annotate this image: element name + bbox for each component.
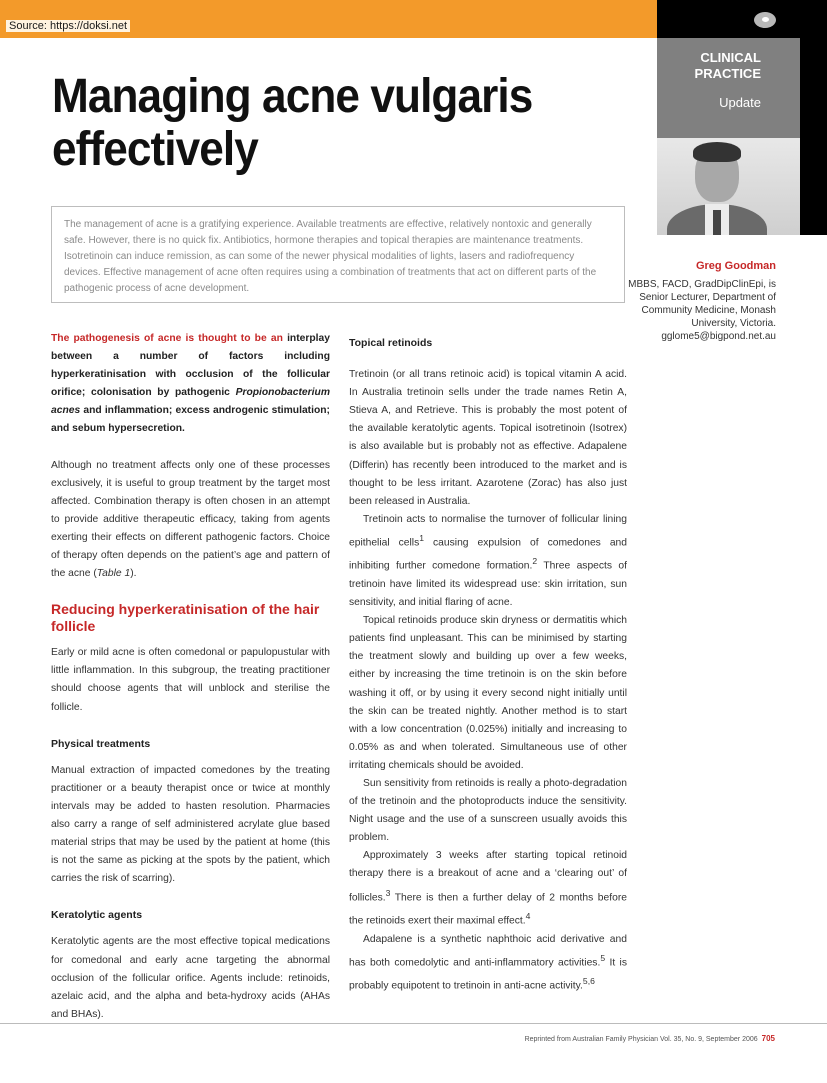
citation: 5,6 <box>582 976 595 987</box>
author-photo <box>657 138 800 235</box>
subsection-heading: Physical treatments <box>51 737 151 750</box>
paragraph: Manual extraction of impacted comedones by the treating practitioner or a beauty therapist once or twice at monthly intervals may be added to hasten resolution. Pharmacies also carry a range of self administered acrylate glue based material strips that may be used by the patient at home (this is not the same as picking at the spots by the patient, which carries the risk of scarring). <box>51 764 330 885</box>
paragraph-text: It is probably equipotent to tretinoin in anti-acne activity. <box>349 957 627 992</box>
paragraph <box>349 847 627 930</box>
paragraph-text: There is then a further delay of 2 months before the retinoids exert their maximal effect. <box>349 891 627 927</box>
footer-citation: Reprinted from Australian Family Physician Vol. 35, No. 9, September 2006 <box>524 1036 758 1043</box>
paragraph: Tretinoin (or all trans retinoic acid) is topical vitamin A acid. In Australia tretinoin sells under the trade names Retin A, Stieva A, and Retrieve. This is probably the most potent of the available keratolytic agents. Topical isotretinoin (Isotrex) is also available but is probably not as effective. Adapalene (Differin) has recently been introduced to the market and is thought to be less irritant. Azarotene (Zorac) has also just been released in Australia. <box>349 369 627 507</box>
sidebar-top-block <box>657 0 827 38</box>
citation: 3 <box>385 887 391 898</box>
author-block <box>606 260 776 343</box>
author-email[interactable]: gglome5@bigpond.net.au <box>661 331 776 342</box>
intro-end: and inflammation; excess androgenic stimulation; and sebum hypersecretion. <box>51 405 330 435</box>
paragraph-text: ). <box>130 568 137 580</box>
paragraph: Keratolytic agents are the most effective topical medications for comedonal and early acne targeting the abnormal occlusion of the follicular orifice. Agents include: retinoids, azelaic acid, and the alpha and beta-hydroxy acids (AHAs and BHAs). <box>51 936 330 1020</box>
photo-hair <box>693 142 741 162</box>
paragraph-text: causing expulsion of comedones and inhibiting further comedone formation. <box>349 537 627 572</box>
source-label: Source: https://doksi.net <box>6 20 130 32</box>
column-right <box>349 330 627 996</box>
citation: 5 <box>600 952 606 963</box>
column-left <box>51 330 330 1024</box>
article-title: Managing acne vulgaris effectively <box>52 70 533 176</box>
header-bar <box>0 0 657 38</box>
subsection-heading: Keratolytic agents <box>51 909 143 922</box>
paragraph: Topical retinoids produce skin dryness or dermatitis which patients find unpleasant. This can be minimised by starting the treatment slowly and building up over a few weeks, either by increasing the time tretinoin is on the skin before washing it off, or by using it every second night initially until the skin can be treated nightly. Another method is to start with a low concentration (0.025%) initially and increasing to 0.05% as and when tolerated. Simultaneous use of other irritating chemicals should be avoided. <box>349 615 627 771</box>
citation: 4 <box>525 911 531 922</box>
footer-rule <box>0 1023 827 1024</box>
section-sublabel: Update <box>719 95 761 110</box>
photo-tie <box>713 210 721 235</box>
abstract-box: The management of acne is a gratifying experience. Available treatments are effective, relatively nontoxic and generally safe. However, there is no quick fix. Antibiotics, hormone therapies and topical therapies are maintenance treatments. Isotretinoin can induce remission, as can some of the newer physical modalities of lights, lasers and radiofrequency devices. Effective management of acne often requires using a combination of treatments that act on different parts of the pathogenic process of acne development. <box>51 206 625 303</box>
intro-text: interplay between a number of factors including hyperkeratinisation with occlusion of the follicular orifice; colonisation by pathogenic <box>51 333 330 399</box>
intro-organism: Propionobacterium acnes <box>51 387 330 417</box>
paragraph-text: Three aspects of tretinoin have limited its widespread use: skin irritation, sun sensitivity, and initial flaring of acne. <box>349 560 628 609</box>
citation: 2 <box>532 556 538 567</box>
paragraph <box>349 931 627 996</box>
paragraph <box>349 511 627 612</box>
paragraph-text: Approximately 3 weeks after starting topical retinoid therapy there is a breakout of acne and a ‘clearing out’ of follicles. <box>349 850 627 903</box>
paragraph: Early or mild acne is often comedonal or papulopustular with little inflammation. In this subgroup, the treating practitioner should choose agents that will unblock and sterilise the follicle. <box>51 647 330 713</box>
intro-lead: The pathogenesis of acne is thought to be an <box>51 333 283 344</box>
footer <box>525 1034 775 1043</box>
page-number: 705 <box>761 1034 775 1043</box>
journal-logo-icon <box>754 12 776 28</box>
paragraph-text: Adapalene is a synthetic naphthoic acid derivative and has both comedolytic and anti-inflammatory activities. <box>349 933 627 969</box>
author-bio: MBBS, FACD, GradDipClinEpi, is Senior Lecturer, Department of Community Medicine, Monash University, Victoria. <box>628 279 776 329</box>
subsection-heading: Topical retinoids <box>349 337 433 349</box>
sidebar-strip <box>800 38 827 235</box>
section-heading: Reducing hyperkeratinisation of the hair follicle <box>51 601 320 635</box>
intro-paragraph <box>51 330 330 439</box>
author-name: Greg Goodman <box>695 260 776 272</box>
paragraph: Sun sensitivity from retinoids is really a photo-degradation of the tretinoin and the photoproducts induce the sensitivity. Night usage and the use of a sunscreen usually avoids this problem. <box>349 778 627 844</box>
paragraph <box>51 457 330 584</box>
citation: 1 <box>419 532 425 543</box>
section-label: CLINICAL PRACTICE <box>694 50 761 81</box>
table-reference[interactable]: Table 1 <box>96 568 131 580</box>
paragraph-text: Although no treatment affects only one of these processes exclusively, it is useful to group treatment by the target most affected. Combination therapy is often chosen in an attempt to provide additive therapeutic efficacy, taking from agents exerting their effects on different pathogenic factors. Choice of therapy often depends on the patient’s age and pattern of the acne ( <box>51 459 330 580</box>
paragraph-text: Tretinoin acts to normalise the turnover of follicular lining epithelial cells <box>349 513 627 549</box>
